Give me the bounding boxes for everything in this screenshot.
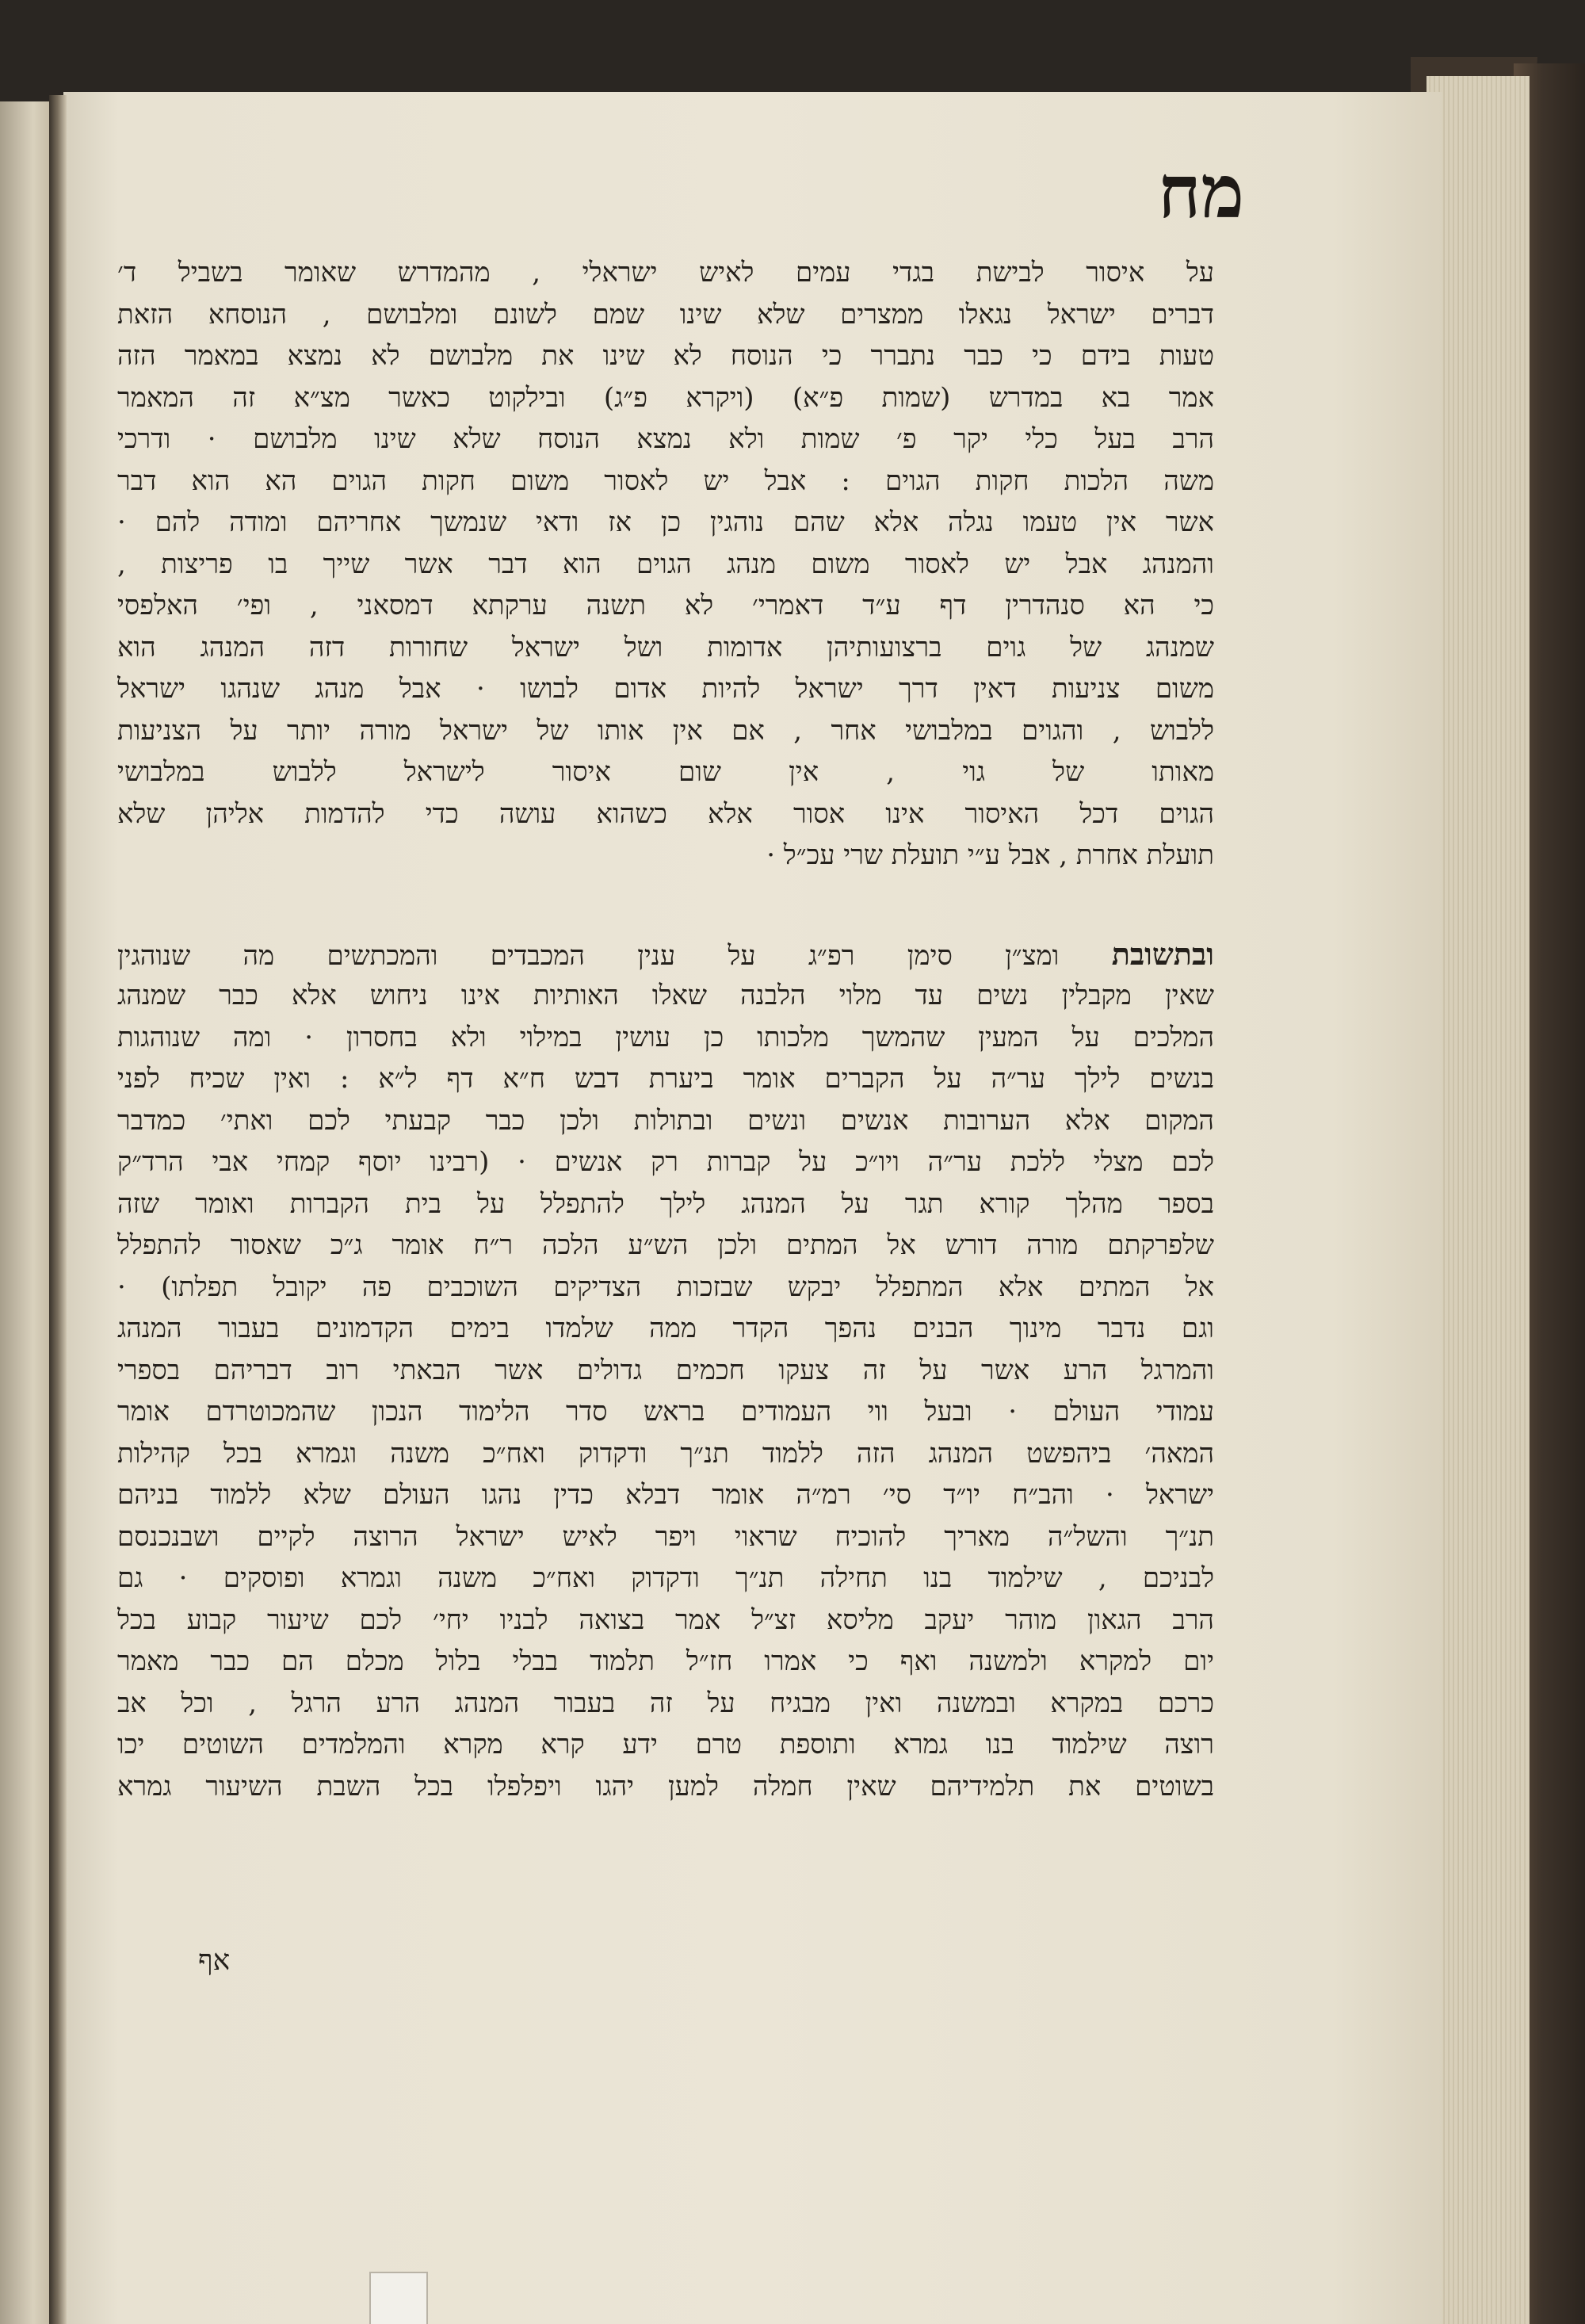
- text-line: בשוטים את תלמידיהם שאין חמלה למען יהגו ויפלפלו בכל השבת השיעור גמרא: [117, 1770, 1214, 1802]
- body-text: [117, 252, 1214, 1807]
- text-line: בספר מהלך קורא תגר על המנהג לילך להתפלל על בית הקברות ואומר שזה: [117, 1187, 1214, 1220]
- page-number: מח: [1158, 149, 1244, 235]
- text-line: לכם מצלי ללכת ער״ה ויו״כ על קברות רק אנשים · (רבינו יוסף קמחי אבי הרד״ק: [117, 1146, 1214, 1178]
- text-line: אשר אין טעמו נגלה אלא שהם נוהגין כן אז ודאי שנמשך אחריהם ומודה להם ·: [117, 506, 1214, 538]
- text-line: משום צניעות דאין דרך ישראל להיות אדום לבושו · אבל מנהג שנהגו ישראל: [117, 673, 1214, 705]
- text-line: הרב בעל כלי יקר פ׳ שמות ולא נמצא הנוסח שלא שינו מלבושם · ודרכי: [117, 423, 1214, 455]
- text-line: מאותו של גוי , אין שום איסור לישראל ללבוש במלבושי: [117, 756, 1214, 788]
- text-line: משה הלכות חקות הגוים : אבל יש לאסור משום חקות הגוים הא הוא דבר: [117, 464, 1214, 497]
- text-line: והמנהג אבל יש לאסור משום מנהג הגוים הוא דבר אשר שייך בו פריצות ,: [117, 548, 1214, 580]
- paper-tab: [369, 2272, 428, 2324]
- text-line: והמרגל הרע אשר על זה צעקו חכמים גדולים אשר הבאתי רוב דבריהם בספרי: [117, 1354, 1214, 1386]
- text-line: המקום אלא הערובות אנשים ונשים ובתולות ולכן כבר קבעתי לכם ואתי׳ כמדבר: [117, 1104, 1214, 1137]
- text-line: כי הא סנהדרין דף ע״ד דאמרי׳ לא תשנה ערקתא דמסאני , ופי׳ האלפסי: [117, 590, 1214, 621]
- text-line: וגם נדבר מינוך הבנים נהפך הקדר ממה שלמדו בימים הקדמונים בעבור המנהג: [117, 1313, 1214, 1344]
- text-line: לבניכם , שילמוד בנו תחילה תנ״ך ודקדוק ואח״כ משנה וגמרא ופוסקים · גם: [117, 1562, 1214, 1594]
- text-line: שלפרקתם מורה דורש אל המתים ולכן הש״ע הלכה ר״ח אומר ג״כ שאסור להתפלל: [117, 1229, 1214, 1261]
- text-line: תנ״ך והשל״ה מאריך להוכיח שראוי ויפר לאיש ישראל הרוצה לקיים ושבנכנסם: [117, 1520, 1214, 1553]
- text-line: הגוים דכל האיסור אינו אסור אלא כשהוא עושה כדי להדמות אליהן שלא: [117, 797, 1214, 830]
- text-line: הרב הגאון מוהר יעקב מליסא זצ״ל אמר בצואה לבניו יחי׳ לכם שיעור קבוע בכל: [117, 1603, 1214, 1636]
- text-line: אל המתים אלא המתפלל יבקש שבזכות הצדיקים השוכבים פה יקובל תפלתו) ·: [117, 1271, 1214, 1303]
- text-line: ישראל · והב״ח יו״ד סי׳ רמ״ה אומר דבלא כדין נהגו העולם שלא ללמוד בניהם: [117, 1479, 1214, 1511]
- text-line: על איסור לבישת בגדי עמים לאיש ישראלי , מהמדרש שאומר בשביל ד׳: [117, 257, 1214, 289]
- paragraph-1: [117, 252, 1214, 877]
- gutter: [49, 95, 67, 2324]
- catchword: אף: [198, 1944, 231, 1977]
- text-line: דברים ישראל נגאלו ממצרים שלא שינו שמם לשונם ומלבושם , הנוסחא הזאת: [117, 298, 1214, 331]
- text-line: יום למקרא ולמשנה ואף כי אמרו חז״ל תלמוד בבלי בלול מכלם הם כבר מאמר: [117, 1646, 1214, 1677]
- text-line: שאין מקבלין נשים עד מלוי הלבנה שאלו האותיות אינו ניחוש אלא כבר שמנהג: [117, 980, 1214, 1011]
- text-line: המאה׳ ביהפשט המנהג הזה ללמוד תנ״ך ודקדוק ואח״כ משנה וגמרא בכל קהילות: [117, 1437, 1214, 1470]
- facing-page: [0, 101, 55, 2324]
- text-line: בנשים לילך ער״ה על הקברים אומר ביערת דבש ח״א דף ל״א : ואין שכיח לפני: [117, 1063, 1214, 1095]
- text-line: כרכם במקרא ובמשנה ואין מבגיח על זה בעבור המנהג הרע הרגל , וכל אב: [117, 1687, 1214, 1719]
- text-line: המלכים על המעין שהמשך מלכותו כן עושין במילוי ולא בחסרון · ומה שנוהגות: [117, 1021, 1214, 1053]
- lead-line-rest: ומצ״ן סימן רפ״ג על ענין המכבדים והמכתשים מה שנוהגין: [117, 939, 1060, 972]
- text-line: תועלת אחרת , אבל ע״י תועלת שרי עכ״ל ·: [766, 839, 1214, 871]
- text-line: [117, 934, 1214, 976]
- text-line: רוצה שילמוד בנו גמרא ותוספת טרם ידע קרא מקרא והמלמדים השוטים יכו: [117, 1729, 1214, 1760]
- paragraph-2: [117, 934, 1214, 1808]
- text-line: טעות בידם כי כבר נתברר כי הנוסח לא שינו את מלבושם לא נמצא במאמר הזה: [117, 340, 1214, 372]
- text-line: ללבוש , והגוים במלבושי אחר , אם אין אותו של ישראל מורה יותר על הצניעות: [117, 714, 1214, 747]
- lead-word: ובתשובת: [1111, 935, 1214, 972]
- paragraph-gap: [117, 877, 1214, 934]
- text-line: עמודי העולם · ובעל ווי העמודים בראש סדר הלימוד הנכון שהמכוטרדם אומר: [117, 1396, 1214, 1428]
- text-line: שמנהג של גוים ברצועותיהן אדומות ושל ישראל שחורות דזה המנהג הוא: [117, 631, 1214, 663]
- text-line: אמר בא במדרש (שמות פ״א) (ויקרא פ״ג) ובילקוט כאשר מצ״א זה המאמר: [117, 381, 1214, 414]
